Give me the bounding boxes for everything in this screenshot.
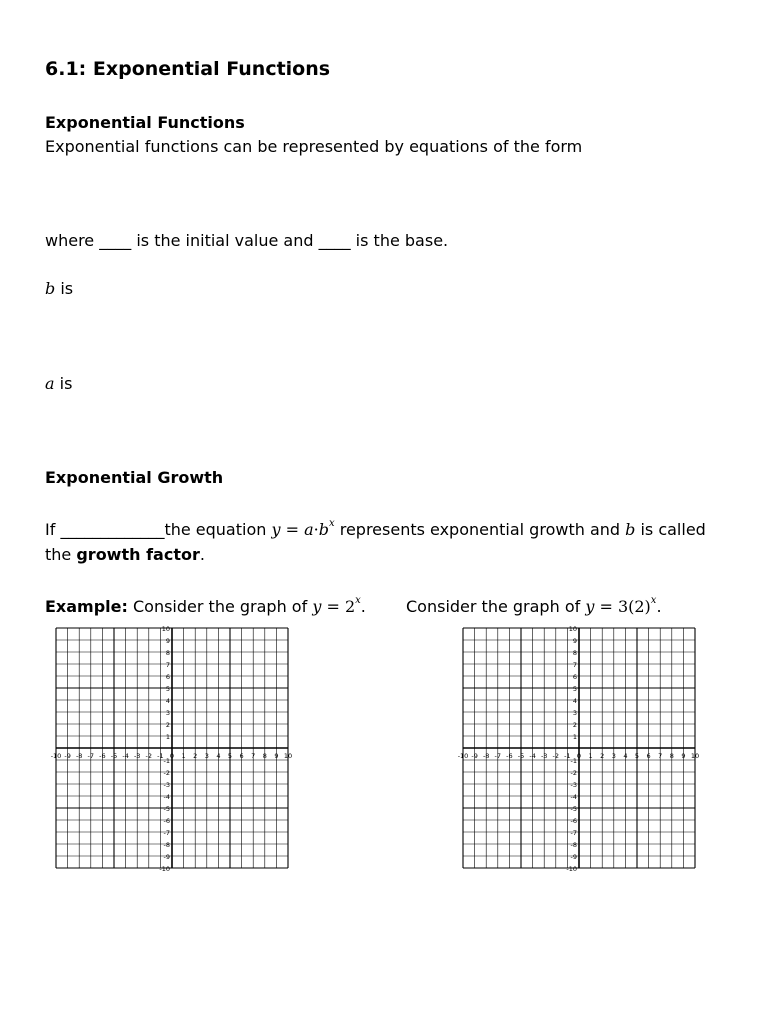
x-tick-label: -6 (99, 752, 106, 760)
y-tick-label: 10 (568, 625, 577, 633)
y-tick-label: -6 (570, 817, 577, 825)
x-tick-label: 9 (274, 752, 279, 760)
x-tick-label: -6 (506, 752, 513, 760)
left-eq-y: y (312, 597, 322, 616)
x-tick-label: -3 (540, 752, 548, 760)
x-tick-label: 5 (634, 752, 640, 760)
y-tick-label: 6 (572, 673, 577, 681)
eq-a: a (304, 520, 314, 539)
if-text: If (45, 520, 61, 539)
x-tick-label: 5 (227, 752, 233, 760)
the-text: the (45, 545, 77, 564)
example-label: Example: (45, 597, 128, 616)
x-tick-label: 10 (283, 752, 293, 760)
x-tick-label: 8 (262, 752, 267, 760)
y-tick-label: 8 (165, 649, 170, 657)
grid-svg-left (48, 624, 296, 876)
x-tick-label: 7 (658, 752, 663, 760)
x-tick-label: 3 (611, 752, 616, 760)
x-tick-label: -5 (110, 752, 118, 760)
y-tick-label: 5 (165, 685, 170, 693)
x-tick-label: 10 (690, 752, 700, 760)
x-tick-label: 1 (181, 752, 186, 760)
y-tick-label: 1 (165, 733, 170, 741)
x-tick-label: 2 (600, 752, 605, 760)
consider-text-left: Consider the graph of (127, 597, 313, 616)
right-eq-equals: = (594, 597, 618, 616)
x-tick-label: 7 (251, 752, 256, 760)
left-eq-base: 2 (344, 597, 356, 616)
growth-condition-line (45, 520, 706, 539)
eq-dot: · (313, 520, 319, 539)
y-tick-label: -1 (163, 757, 170, 765)
y-tick-label: -1 (570, 757, 577, 765)
right-eq-exponent: x (650, 595, 657, 606)
where-text-2: is the initial value and (131, 231, 319, 250)
coordinate-grid-right (455, 624, 703, 880)
example-right-caption (406, 597, 662, 616)
blank-base: ____ (318, 231, 351, 250)
x-tick-label: -3 (133, 752, 141, 760)
y-tick-label: -8 (570, 841, 577, 849)
y-tick-label: 1 (572, 733, 577, 741)
y-tick-label: 7 (165, 661, 170, 669)
b-variable: b (45, 279, 56, 298)
x-tick-label: -8 (482, 752, 490, 760)
y-tick-label: 5 (572, 685, 577, 693)
x-tick-label: -7 (494, 752, 502, 760)
right-eq-base: 3(2) (617, 597, 651, 616)
period-text: . (199, 545, 205, 564)
equation-text: the equation (164, 520, 272, 539)
eq-equals: = (280, 520, 305, 539)
y-tick-label: 6 (165, 673, 170, 681)
a-variable: a (45, 374, 55, 393)
x-tick-label: -1 (564, 752, 571, 760)
y-tick-label: -5 (570, 805, 577, 813)
x-tick-label: -7 (87, 752, 95, 760)
eq-b: b (318, 520, 329, 539)
y-tick-label: 9 (165, 637, 170, 645)
x-tick-label: 8 (669, 752, 674, 760)
x-tick-label: -2 (552, 752, 560, 760)
y-tick-label: -4 (163, 793, 170, 801)
blank-initial-value: ____ (99, 231, 132, 250)
x-tick-label: -4 (529, 752, 536, 760)
x-tick-label: -2 (145, 752, 153, 760)
y-tick-label: 8 (572, 649, 577, 657)
y-tick-label: -3 (570, 781, 577, 789)
y-tick-label: 3 (165, 709, 170, 717)
blank-condition: _____________ (60, 520, 165, 539)
left-eq-equals: = (321, 597, 345, 616)
x-tick-label: 2 (193, 752, 198, 760)
y-tick-label: 2 (165, 721, 170, 729)
y-tick-label: -5 (163, 805, 170, 813)
section-heading-exponential-functions: Exponential Functions (45, 113, 245, 132)
x-tick-label: -1 (157, 752, 164, 760)
x-tick-label: 0 (169, 752, 175, 760)
y-tick-label: -8 (163, 841, 170, 849)
x-tick-label: 9 (681, 752, 686, 760)
x-tick-label: 0 (576, 752, 582, 760)
left-eq-exponent: x (355, 595, 361, 606)
x-tick-label: -9 (64, 752, 71, 760)
page-title: 6.1: Exponential Functions (45, 58, 331, 80)
b-variable-inline: b (625, 520, 636, 539)
right-eq-period: . (656, 597, 662, 616)
y-tick-label: -10 (159, 865, 170, 873)
intro-text: Exponential functions can be represented by equations of the form (45, 137, 583, 156)
b-definition-line (45, 279, 73, 298)
y-tick-label: -6 (163, 817, 170, 825)
b-is-text: is (55, 279, 74, 298)
where-text-1: where (45, 231, 100, 250)
x-tick-label: -5 (517, 752, 525, 760)
grid-svg-right (455, 624, 703, 876)
eq-exponent-x: x (328, 518, 335, 529)
growth-factor-line (45, 545, 205, 564)
a-is-text: is (54, 374, 73, 393)
x-tick-label: 3 (204, 752, 209, 760)
y-tick-label: -9 (570, 853, 577, 861)
y-tick-label: 3 (572, 709, 577, 717)
y-tick-label: 2 (572, 721, 577, 729)
y-tick-label: 10 (161, 625, 170, 633)
y-tick-label: 4 (165, 697, 170, 705)
y-tick-label: -2 (163, 769, 170, 777)
x-tick-label: 6 (646, 752, 651, 760)
where-line (45, 231, 448, 250)
x-tick-label: -8 (75, 752, 83, 760)
a-definition-line (45, 374, 72, 393)
y-tick-label: 4 (572, 697, 577, 705)
eq-y: y (271, 520, 281, 539)
y-tick-label: 9 (572, 637, 577, 645)
y-tick-label: -9 (163, 853, 170, 861)
growth-factor-term: growth factor (76, 545, 200, 564)
x-tick-label: -10 (50, 752, 62, 760)
x-tick-label: -4 (122, 752, 129, 760)
is-called-text: is called (635, 520, 706, 539)
where-text-3: is the base. (350, 231, 449, 250)
consider-text-right: Consider the graph of (406, 597, 586, 616)
y-tick-label: 7 (572, 661, 577, 669)
y-tick-label: -3 (163, 781, 170, 789)
example-left-caption (45, 597, 366, 616)
x-tick-label: 6 (239, 752, 244, 760)
y-tick-label: -4 (570, 793, 577, 801)
left-eq-period: . (360, 597, 366, 616)
y-tick-label: -7 (163, 829, 170, 837)
y-tick-label: -10 (566, 865, 577, 873)
x-tick-label: -9 (471, 752, 478, 760)
section-heading-exponential-growth: Exponential Growth (45, 468, 224, 487)
x-tick-label: 1 (588, 752, 593, 760)
x-tick-label: 4 (216, 752, 221, 760)
represents-text: represents exponential growth and (334, 520, 626, 539)
y-tick-label: -7 (570, 829, 577, 837)
x-tick-label: -10 (457, 752, 469, 760)
y-tick-label: -2 (570, 769, 577, 777)
right-eq-y: y (585, 597, 595, 616)
coordinate-grid-left (48, 624, 296, 880)
x-tick-label: 4 (623, 752, 628, 760)
